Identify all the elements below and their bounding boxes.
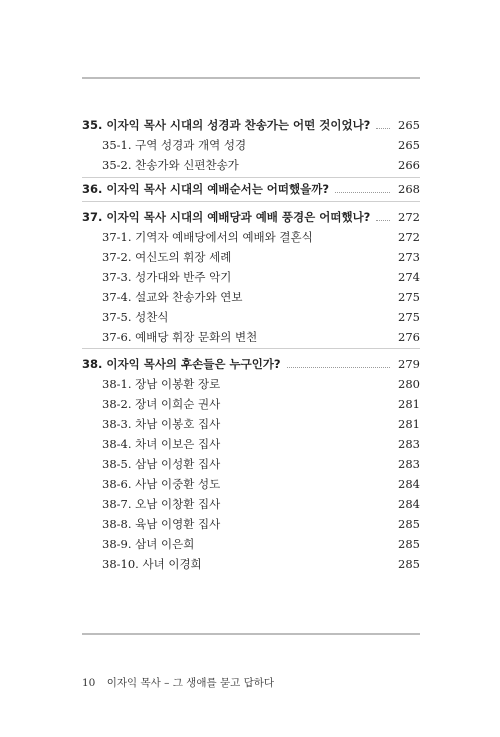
toc-label: 37. 이자익 목사 시대의 예배당과 예배 풍경은 어떠했나? [82,210,371,224]
toc-subsection-37-2[interactable] [82,247,420,267]
toc-page: 279 [398,357,420,371]
toc-label: 37-3. 성가대와 반주 악기 [102,270,232,284]
running-footer [82,675,274,690]
toc-label: 38-10. 사녀 이경희 [102,557,202,571]
toc-label: 38-7. 오남 이창환 집사 [102,497,221,511]
toc-label: 38-5. 삼남 이성환 집사 [102,457,221,471]
toc-section-35[interactable] [82,115,420,135]
toc-subsection-38-7[interactable] [82,494,420,514]
toc-section-37[interactable] [82,207,420,227]
toc-subsection-35-1[interactable] [82,135,420,155]
toc-section-38[interactable] [82,354,420,374]
toc-page: 275 [398,290,420,304]
toc-label: 37-6. 예배당 휘장 문화의 변천 [102,330,258,344]
toc-subsection-38-10[interactable] [82,554,420,574]
toc-subsection-38-9[interactable] [82,534,420,554]
toc-label: 37-2. 여신도의 휘장 세례 [102,250,232,264]
footer-book-title: 이자익 목사 – 그 생애를 묻고 답하다 [106,677,274,689]
toc-subsection-37-1[interactable] [82,227,420,247]
toc-page: 268 [398,182,420,196]
toc-label: 38-9. 삼녀 이은희 [102,537,195,551]
toc-page: 285 [398,557,420,571]
toc-label: 38-4. 차녀 이보은 집사 [102,437,221,451]
toc-label: 38-8. 육남 이영환 집사 [102,517,221,531]
toc-page: 284 [398,477,420,491]
toc-subsection-38-4[interactable] [82,434,420,454]
toc-subsection-37-4[interactable] [82,287,420,307]
toc-label: 38-6. 사남 이중환 성도 [102,477,221,491]
section-divider [82,348,420,349]
toc-subsection-37-6[interactable] [82,327,420,347]
bottom-rule [82,633,420,635]
toc-subsection-38-2[interactable] [82,394,420,414]
toc-page: 281 [398,397,420,411]
toc-label: 38-3. 차남 이봉호 집사 [102,417,221,431]
leader-dots [287,367,390,368]
toc-label: 36. 이자익 목사 시대의 예배순서는 어떠했을까? [82,182,330,196]
toc-label: 38-1. 장남 이봉환 장로 [102,377,221,391]
toc-subsection-37-3[interactable] [82,267,420,287]
toc-page: 272 [398,210,420,224]
toc-label: 37-5. 성찬식 [102,310,169,324]
toc-label: 37-4. 설교와 찬송가와 연보 [102,290,243,304]
section-divider [82,201,420,202]
toc-page: 274 [398,270,420,284]
toc-label: 38. 이자익 목사의 후손들은 누구인가? [82,357,281,371]
toc-page: 285 [398,517,420,531]
top-rule [82,77,420,79]
toc-page: 273 [398,250,420,264]
section-divider [82,177,420,178]
toc-subsection-38-8[interactable] [82,514,420,534]
leader-dots [335,192,390,193]
toc-label: 35. 이자익 목사 시대의 성경과 찬송가는 어떤 것이었나? [82,118,371,132]
toc-page: 280 [398,377,420,391]
toc-subsection-37-5[interactable] [82,307,420,327]
leader-dots [376,220,390,221]
toc-page: 275 [398,310,420,324]
toc-subsection-38-3[interactable] [82,414,420,434]
toc-page: 284 [398,497,420,511]
toc-subsection-38-5[interactable] [82,454,420,474]
toc-label: 35-1. 구역 성경과 개역 성경 [102,138,247,152]
toc-page: 272 [398,230,420,244]
toc-page: 283 [398,437,420,451]
toc-page: 281 [398,417,420,431]
toc-page: 265 [398,138,420,152]
toc-page: 266 [398,158,420,172]
toc-subsection-38-6[interactable] [82,474,420,494]
toc-label: 35-2. 찬송가와 신편찬송가 [102,158,239,172]
toc-subsection-35-2[interactable] [82,155,420,175]
toc-page: 283 [398,457,420,471]
toc-label: 38-2. 장녀 이희순 권사 [102,397,221,411]
toc-section-36[interactable] [82,179,420,199]
footer-page-number: 10 [82,677,96,689]
toc-subsection-38-1[interactable] [82,374,420,394]
toc-page: 276 [398,330,420,344]
leader-dots [376,128,390,129]
toc-page: 265 [398,118,420,132]
toc-label: 37-1. 기역자 예배당에서의 예배와 결혼식 [102,230,313,244]
toc-page: 285 [398,537,420,551]
